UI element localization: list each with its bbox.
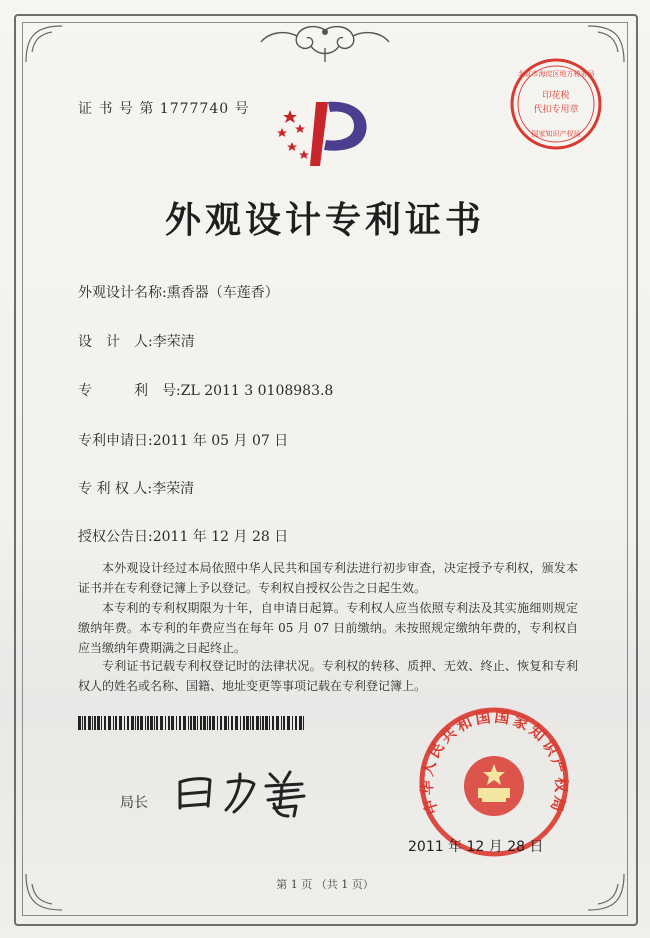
barcode-bar: [188, 716, 189, 730]
barcode-bar: [101, 716, 102, 730]
tax-stamp-line4: 国家知识产权局: [531, 130, 581, 138]
barcode-bar: [88, 716, 91, 730]
field-designer: [78, 331, 195, 351]
field-label: 专 利 权 人:: [78, 481, 153, 497]
barcode-bar: [92, 716, 93, 730]
barcode-bar: [220, 716, 222, 730]
barcode-bar: [197, 716, 198, 730]
barcode-bar: [165, 716, 166, 730]
tax-stamp-line3: 代扣专用章: [533, 105, 579, 115]
barcode-bar: [193, 716, 196, 730]
barcode-bar: [243, 716, 245, 730]
barcode-bar: [147, 716, 149, 730]
barcode-bar: [217, 716, 218, 730]
barcode-bar: [276, 716, 279, 730]
barcode-bar: [97, 716, 100, 730]
field-patentee: [78, 478, 194, 498]
barcode-bar: [292, 716, 293, 730]
chief-label: 局长: [120, 795, 148, 811]
field-grant-date: [78, 526, 288, 546]
top-ornament: [255, 22, 395, 68]
barcode-bar: [203, 716, 206, 730]
field-label: 外观设计名称:: [78, 285, 167, 301]
barcode-bar: [231, 716, 233, 730]
barcode-bar: [240, 716, 241, 730]
barcode-bar: [113, 716, 114, 730]
field-value: 2011 年 05 月 07 日: [152, 433, 289, 449]
barcode-bar: [179, 716, 181, 730]
field-value: 2011 年 12 月 28 日: [152, 529, 289, 545]
signature-image: [170, 760, 320, 820]
barcode-bar: [235, 716, 238, 730]
barcode-bar: [228, 716, 229, 730]
paragraph-legal-status: 专利证书记载专利权登记时的法律状况。专利权的转移、质押、无效、终止、恢复和专利权人的姓名或名称、国籍、地址变更等事项记载在专利登记簿上。: [78, 659, 578, 693]
barcode-bar: [262, 716, 264, 730]
barcode-bar: [260, 716, 261, 730]
barcode-bar: [287, 716, 290, 730]
barcode-bar: [190, 716, 192, 730]
barcode-bar: [246, 716, 249, 730]
seal-date: 2011 年 12 月 28 日: [408, 839, 544, 855]
barcode-bar: [168, 716, 170, 730]
barcode-bar: [283, 716, 285, 730]
barcode-bar: [171, 716, 174, 730]
field-application-date: [78, 430, 288, 450]
tax-stamp: [508, 56, 604, 152]
barcode-bar: [108, 716, 111, 730]
corner-ornament-top-left: [22, 22, 82, 82]
barcode-bar: [265, 716, 268, 730]
field-design-name: [78, 282, 279, 302]
certificate-number: 证 书 号 第 1777740 号: [78, 101, 250, 117]
barcode-bar: [200, 716, 202, 730]
barcode-bar: [303, 716, 304, 730]
barcode-bar: [299, 716, 302, 730]
field-value: ZL 2011 3 0108983.8: [180, 383, 334, 399]
barcode-bar: [207, 716, 208, 730]
paragraph-term: 本专利的专利权期限为十年，自申请日起算。专利权人应当依照专利法及其实施细则规定缴纳年费。本专利的年费应当在每年 05 月 07 日前缴纳。未按照规定缴纳年费的，专利权自应当缴纳年费期满之日起终止。: [78, 601, 578, 655]
certificate-title: 外观设计专利证书: [164, 199, 485, 241]
national-emblem-icon: [464, 756, 524, 816]
field-label: 设 计 人:: [78, 334, 153, 350]
barcode-bar: [78, 716, 81, 730]
barcode-bar: [269, 716, 270, 730]
field-label: 专利申请日:: [78, 433, 153, 449]
barcode-bar: [94, 716, 96, 730]
barcode-bar: [127, 716, 129, 730]
barcode-bar: [212, 716, 215, 730]
barcode-bar: [135, 716, 136, 730]
barcode-bar: [154, 716, 155, 730]
barcode-bar: [252, 716, 254, 730]
barcode-bar: [145, 716, 146, 730]
barcode-bar: [209, 716, 211, 730]
barcode-bar: [160, 716, 163, 730]
tax-stamp-line2: 印花税: [542, 91, 570, 101]
barcode-bar: [150, 716, 153, 730]
barcode-bar: [281, 716, 282, 730]
barcode-bar: [84, 716, 86, 730]
barcode-bar: [272, 716, 274, 730]
barcode-bar: [115, 716, 117, 730]
seal-issuer-text: 中华人民共和国国家知识产权局: [417, 707, 571, 817]
barcode-bar: [137, 716, 139, 730]
barcode-bar: [82, 716, 83, 730]
barcode-bar: [176, 716, 177, 730]
sipo-logo-icon: [270, 92, 380, 172]
barcode-bar: [104, 716, 106, 730]
field-label: 专 利 号:: [78, 383, 181, 399]
barcode-bar: [250, 716, 251, 730]
field-label: 授权公告日:: [78, 529, 153, 545]
barcode-bar: [183, 716, 186, 730]
paragraph-grant: 本外观设计经过本局依照中华人民共和国专利法进行初步审查，决定授予专利权，颁发本证书并在专利登记簿上予以登记。专利权自授权公告之日起生效。: [78, 561, 578, 595]
barcode-bar: [140, 716, 143, 730]
barcode-bar: [224, 716, 227, 730]
page-number: 第 1 页 （共 1 页）: [276, 878, 374, 891]
tax-stamp-line1: 北京市海淀区地方税务局: [517, 70, 595, 78]
barcode-bar: [156, 716, 158, 730]
barcode-bar: [295, 716, 297, 730]
field-value: 熏香器（车莲香）: [166, 285, 279, 301]
barcode-bar: [119, 716, 122, 730]
field-value: 李荣清: [152, 481, 195, 497]
barcode: [78, 716, 306, 730]
barcode-bar: [131, 716, 134, 730]
field-value: 李荣清: [152, 334, 195, 350]
field-patent-number: [78, 380, 333, 400]
barcode-bar: [256, 716, 259, 730]
barcode-bar: [124, 716, 125, 730]
